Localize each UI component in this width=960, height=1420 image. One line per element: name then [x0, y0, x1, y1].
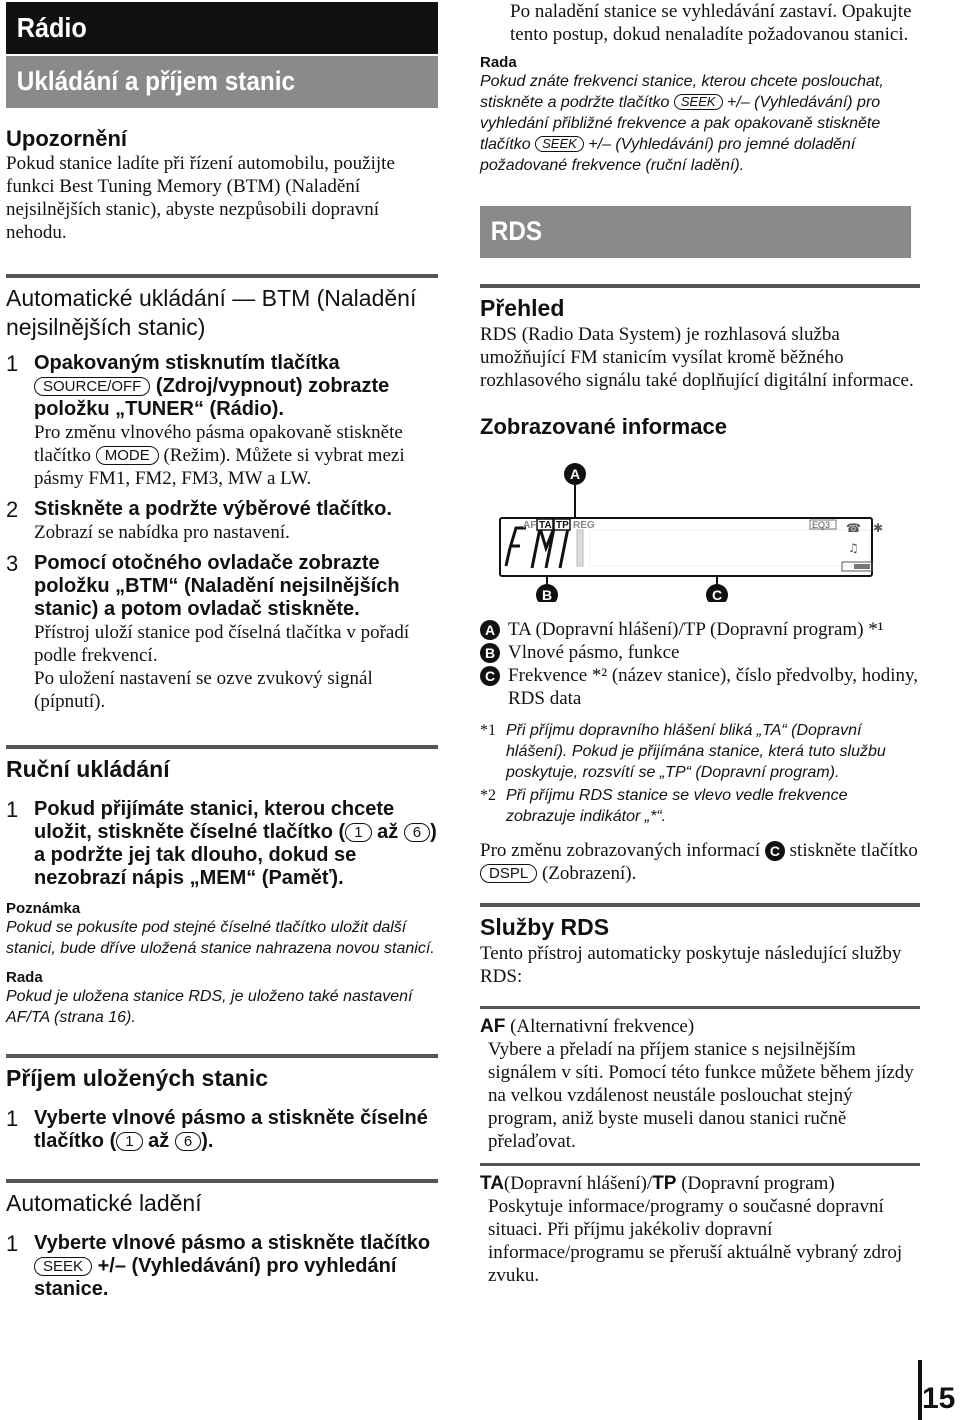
seek-key: SEEK — [535, 136, 584, 152]
footnote-text: Při příjmu dopravního hlášení bliká „TA“ (Dopravní hlášení). Pokud je přijímána stanice, která tuto službu poskytuje, rozsvítí se „TP“ (Dopravní program). — [506, 722, 886, 781]
step-title-end: ). — [201, 1130, 214, 1152]
step-number: 1 — [6, 351, 19, 376]
step-text: Po uložení nastavení se ozve zvukový signál (pípnutí). — [34, 668, 373, 712]
tip-heading: Rada — [6, 969, 43, 986]
step-title: Stiskněte a podržte výběrové tlačítko. — [34, 498, 392, 520]
manual-step-1 — [6, 798, 438, 890]
seek-key: SEEK — [674, 94, 723, 110]
step-title: Vyberte vlnové pásmo a stiskněte číselné tlačítko ( — [34, 1107, 428, 1152]
preset-6-key: 6 — [404, 823, 430, 842]
service-code: TA — [480, 1173, 504, 1194]
step-text-cont: (Režim). Můžete si vybrat mezi pásmy FM1, FM2, FM3, MW a LW. — [34, 445, 405, 489]
display-info-title: Zobrazované informace — [480, 414, 727, 439]
auto-tune-title: Automatické ladění — [6, 1179, 438, 1218]
step-number: 1 — [6, 1231, 19, 1256]
reg-indicator: REG — [573, 520, 595, 531]
footnote-mark: *2 — [480, 787, 496, 804]
legend-item — [480, 664, 920, 710]
footnote — [480, 785, 920, 827]
change-text: stiskněte tlačítko — [789, 840, 918, 861]
tip-text-part: Pokud znáte frekvenci stanice, kterou chcete poslouchat, stiskněte a podržte tlačítko — [480, 73, 884, 111]
legend-text: TA (Dopravní hlášení)/TP (Dopravní program) *¹ — [508, 619, 884, 640]
callout-b: B — [541, 587, 553, 602]
btm-title: Automatické ukládání — BTM (Naladění nejsilnějších stanic) — [6, 274, 438, 342]
footnote-mark: *1 — [480, 722, 496, 739]
legend-item — [480, 618, 920, 641]
preset-6-key: 6 — [175, 1132, 201, 1151]
phone-icon: ☎ — [846, 521, 861, 535]
rds-header: RDS — [480, 206, 911, 258]
step-title-cont: +/– (Vyhledávání) pro vyhledání stanice. — [34, 1255, 397, 1300]
footnote-text: Při příjmu RDS stanice se vlevo vedle frekvence zobrazuje indikátor „*“. — [506, 787, 848, 825]
af-indicator: AF — [523, 520, 537, 531]
page-number: 15 — [922, 1382, 956, 1415]
tip-heading: Rada — [480, 54, 517, 71]
tp-indicator: TP — [556, 520, 569, 531]
note-text: Pokud se pokusíte pod stejné číselné tlačítko uložit další stanici, bude dříve uložená stanice nahrazena novou stanicí. — [6, 919, 435, 957]
display-diagram — [480, 452, 920, 602]
rds-services-intro: Tento přístroj automaticky poskytuje následující služby RDS: — [480, 943, 902, 987]
overview-title: Přehled — [480, 284, 920, 323]
lcd-display-illustration — [480, 452, 920, 602]
step-title: Opakovaným stisknutím tlačítka — [34, 352, 340, 374]
auto-tune-step-1 — [6, 1232, 438, 1301]
display-legend — [480, 618, 920, 710]
step-text: Přístroj uloží stanice pod číselná tlačítka v pořadí podle frekvencí. — [34, 622, 410, 666]
callout-c-ref: C — [765, 841, 785, 861]
bluetooth-icon: ✱ — [873, 521, 884, 535]
btm-step-1 — [6, 352, 438, 490]
step-text: Pro změnu vlnového pásma opakovaně stiskněte tlačítko — [34, 422, 403, 466]
legend-marker: B — [480, 643, 500, 663]
step-title-cont: (Zdroj/vypnout) zobrazte položku „TUNER“ (Rádio). — [34, 375, 390, 420]
legend-marker: C — [480, 666, 500, 686]
callout-c: C — [711, 587, 723, 602]
tip-text-part: +/– (Vyhledávání) pro jemné doladění požadované frekvence (ruční ladění). — [480, 136, 856, 174]
btm-step-2 — [6, 498, 438, 544]
receive-step-1 — [6, 1107, 438, 1153]
tip-text: Pokud je uložena stanice RDS, je uloženo také nastavení AF/TA (strana 16). — [6, 988, 413, 1026]
section-header-radio: Rádio — [6, 2, 438, 54]
legend-marker: A — [480, 620, 500, 640]
service-code: AF — [480, 1016, 506, 1037]
legend-text: Vlnové pásmo, funkce — [508, 642, 680, 663]
service-title: (Dopravní hlášení)/ — [503, 1173, 653, 1194]
step-number: 2 — [6, 497, 19, 522]
step-title: Pokud přijímáte stanici, kterou chcete uložit, stiskněte číselné tlačítko ( — [34, 798, 395, 843]
preset-1-key: 1 — [345, 823, 371, 842]
step-number: 3 — [6, 551, 19, 576]
step-title-cont: až — [377, 821, 399, 843]
step-number: 1 — [6, 797, 19, 822]
change-text: (Zobrazení). — [541, 863, 637, 884]
subsection-header-storing: Ukládání a příjem stanic — [6, 56, 438, 108]
step-number: 1 — [6, 1106, 19, 1131]
service-code: TP — [652, 1173, 677, 1194]
tip-text — [480, 71, 920, 176]
tip-text-part: +/– (Vyhledávání) pro vyhledání přibližné frekvence a pak opakovaně stiskněte tlačítko — [480, 94, 881, 153]
service-text: Vybere a přeladí na příjem stanice s nejsilnějším signálem v síti. Pomocí této funkce můžete během jízdy na velkou vzdálenost neustále poslouchat stejný program, aniž byste museli danou stanici ručně přelaďovat. — [488, 1039, 914, 1152]
service-title: (Dopravní program) — [681, 1173, 835, 1194]
receive-title: Příjem uložených stanic — [6, 1054, 438, 1093]
source-off-key: SOURCE/OFF — [34, 377, 150, 396]
warning-text: Pokud stanice ladíte při řízení automobilu, použijte funkci Best Tuning Memory (BTM) (Naladění nejsilnějších stanic), abyste nezpůsobili dopravní nehodu. — [6, 153, 395, 243]
btm-step-3 — [6, 552, 438, 713]
service-af — [480, 1006, 920, 1153]
footnote — [480, 720, 920, 783]
note-heading: Poznámka — [6, 900, 81, 917]
service-ta-tp — [480, 1163, 920, 1287]
rds-services-title: Služby RDS — [480, 903, 920, 942]
step-title-end: ) a podržte jej tak dlouho, dokud se nezobrazí nápis „MEM“ (Paměť). — [34, 821, 437, 889]
callout-a: A — [569, 466, 581, 482]
right-column — [480, 0, 920, 1287]
warning-title: Upozornění — [6, 126, 127, 151]
mode-key: MODE — [96, 446, 159, 465]
legend-text: Frekvence *² (název stanice), číslo předvolby, hodiny, RDS data — [508, 665, 919, 709]
service-title: (Alternativní frekvence) — [510, 1016, 695, 1037]
dspl-key: DSPL — [480, 864, 537, 883]
service-text: Poskytuje informace/programy o současné dopravní situaci. Při příjmu jakékoliv dopravní informace/programu se přeruší aktuálně vybraný zdroj zvuku. — [488, 1196, 903, 1286]
footnotes — [480, 720, 920, 827]
manual-title: Ruční ukládání — [6, 745, 438, 784]
eq-indicator: EQ3 — [812, 520, 831, 530]
seek-key: SEEK — [34, 1257, 92, 1276]
ta-indicator: TA — [539, 520, 552, 531]
change-text: Pro změnu zobrazovaných informací — [480, 840, 761, 861]
left-column — [6, 0, 438, 1301]
step-title: Vyberte vlnové pásmo a stiskněte tlačítko — [34, 1232, 431, 1254]
continued-text: Po naladění stanice se vyhledávání zastaví. Opakujte tento postup, dokud nenaladíte požadovanou stanici. — [510, 1, 912, 45]
music-icon: ♫ — [848, 541, 859, 555]
preset-1-key: 1 — [116, 1132, 142, 1151]
step-title: Pomocí otočného ovladače zobrazte položku „BTM“ (Naladění nejsilnějších stanic) a potom ovladač stiskněte. — [34, 552, 400, 620]
legend-item — [480, 641, 920, 664]
change-display-text — [480, 839, 920, 885]
step-text: Zobrazí se nabídka pro nastavení. — [34, 522, 290, 543]
overview-text: RDS (Radio Data System) je rozhlasová služba umožňující FM stanicím vysílat kromě běžného rozhlasového signálu také doplňující digitální informace. — [480, 324, 914, 391]
step-title-cont: až — [148, 1130, 170, 1152]
